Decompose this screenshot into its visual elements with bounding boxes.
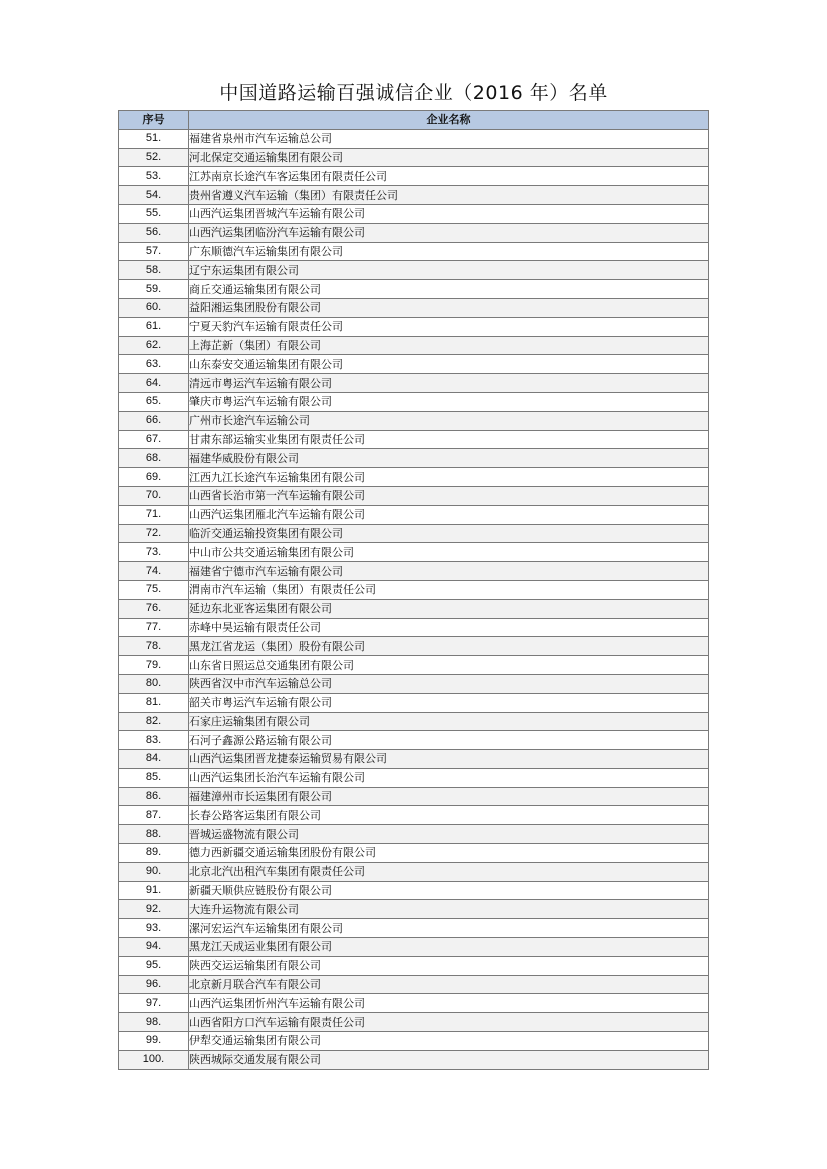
enterprise-name: 晋城运盛物流有限公司 [189, 825, 709, 844]
page-title: 中国道路运输百强诚信企业（2016 年）名单 [219, 82, 608, 104]
row-number: 83. [119, 731, 189, 750]
enterprise-name: 福建省宁德市汽车运输有限公司 [189, 562, 709, 581]
row-number: 88. [119, 825, 189, 844]
enterprise-name: 新疆天顺供应链股份有限公司 [189, 881, 709, 900]
enterprise-name: 陕西交运运输集团有限公司 [189, 956, 709, 975]
enterprise-name: 陕西城际交通发展有限公司 [189, 1050, 709, 1069]
column-header-name: 企业名称 [189, 111, 709, 130]
enterprise-name: 石河子鑫源公路运输有限公司 [189, 731, 709, 750]
row-number: 94. [119, 938, 189, 957]
row-number: 51. [119, 129, 189, 148]
table-row [119, 844, 709, 863]
enterprise-name: 贵州省遵义汽车运输（集团）有限责任公司 [189, 186, 709, 205]
table-row [119, 204, 709, 223]
table-row [119, 280, 709, 299]
row-number: 75. [119, 580, 189, 599]
table-row [119, 862, 709, 881]
table-row [119, 618, 709, 637]
enterprise-name: 北京新月联合汽车有限公司 [189, 975, 709, 994]
enterprise-name: 石家庄运输集团有限公司 [189, 712, 709, 731]
table-row [119, 129, 709, 148]
table-row [119, 656, 709, 675]
row-number: 53. [119, 167, 189, 186]
enterprise-name: 中山市公共交通运输集团有限公司 [189, 543, 709, 562]
row-number: 59. [119, 280, 189, 299]
row-number: 70. [119, 486, 189, 505]
table-row [119, 994, 709, 1013]
table-row [119, 186, 709, 205]
enterprise-name: 肇庆市粤运汽车运输有限公司 [189, 392, 709, 411]
enterprise-name: 黑龙江省龙运（集团）股份有限公司 [189, 637, 709, 656]
row-number: 89. [119, 844, 189, 863]
row-number: 71. [119, 505, 189, 524]
table-row [119, 505, 709, 524]
table-row [119, 938, 709, 957]
table-header-row [119, 111, 709, 130]
table-row [119, 1032, 709, 1051]
row-number: 90. [119, 862, 189, 881]
enterprise-name: 辽宁东运集团有限公司 [189, 261, 709, 280]
enterprise-name: 山西省阳方口汽车运输有限责任公司 [189, 1013, 709, 1032]
table-row [119, 599, 709, 618]
row-number: 73. [119, 543, 189, 562]
table-row [119, 317, 709, 336]
row-number: 63. [119, 355, 189, 374]
table-row [119, 637, 709, 656]
enterprise-name: 漯河宏运汽车运输集团有限公司 [189, 919, 709, 938]
table-row [119, 731, 709, 750]
table-row [119, 881, 709, 900]
row-number: 52. [119, 148, 189, 167]
row-number: 98. [119, 1013, 189, 1032]
enterprise-name: 山西省长治市第一汽车运输有限公司 [189, 486, 709, 505]
table-body [119, 129, 709, 1069]
enterprise-name: 山西汽运集团忻州汽车运输有限公司 [189, 994, 709, 1013]
row-number: 60. [119, 298, 189, 317]
enterprise-name: 陕西省汉中市汽车运输总公司 [189, 674, 709, 693]
row-number: 81. [119, 693, 189, 712]
table-row [119, 148, 709, 167]
row-number: 99. [119, 1032, 189, 1051]
table-row [119, 580, 709, 599]
enterprise-name: 广州市长途汽车运输公司 [189, 411, 709, 430]
table-row [119, 261, 709, 280]
table-row [119, 1050, 709, 1069]
table-row [119, 674, 709, 693]
enterprise-name: 商丘交通运输集团有限公司 [189, 280, 709, 299]
table-row [119, 975, 709, 994]
table-row [119, 392, 709, 411]
table-row [119, 787, 709, 806]
row-number: 96. [119, 975, 189, 994]
table-row [119, 919, 709, 938]
enterprise-name: 清远市粤运汽车运输有限公司 [189, 374, 709, 393]
enterprise-name: 延边东北亚客运集团有限公司 [189, 599, 709, 618]
row-number: 86. [119, 787, 189, 806]
enterprise-name: 伊犁交通运输集团有限公司 [189, 1032, 709, 1051]
table-row [119, 355, 709, 374]
enterprise-name: 福建漳州市长运集团有限公司 [189, 787, 709, 806]
enterprise-name: 河北保定交通运输集团有限公司 [189, 148, 709, 167]
enterprise-name: 山西汽运集团雁北汽车运输有限公司 [189, 505, 709, 524]
table-row [119, 449, 709, 468]
enterprise-name: 赤峰中昊运输有限责任公司 [189, 618, 709, 637]
column-header-number: 序号 [119, 111, 189, 130]
table-row [119, 242, 709, 261]
row-number: 67. [119, 430, 189, 449]
enterprise-name: 甘肃东部运输实业集团有限责任公司 [189, 430, 709, 449]
enterprise-name: 大连升运物流有限公司 [189, 900, 709, 919]
row-number: 93. [119, 919, 189, 938]
table-row [119, 223, 709, 242]
table-row [119, 900, 709, 919]
row-number: 78. [119, 637, 189, 656]
row-number: 74. [119, 562, 189, 581]
row-number: 62. [119, 336, 189, 355]
row-number: 84. [119, 750, 189, 769]
enterprise-name: 北京北汽出租汽车集团有限责任公司 [189, 862, 709, 881]
enterprise-name: 福建华威股份有限公司 [189, 449, 709, 468]
row-number: 91. [119, 881, 189, 900]
row-number: 85. [119, 768, 189, 787]
table-row [119, 693, 709, 712]
enterprise-name: 山西汽运集团长治汽车运输有限公司 [189, 768, 709, 787]
row-number: 92. [119, 900, 189, 919]
row-number: 57. [119, 242, 189, 261]
enterprise-name: 益阳湘运集团股份有限公司 [189, 298, 709, 317]
row-number: 79. [119, 656, 189, 675]
table-row [119, 524, 709, 543]
enterprise-name: 韶关市粤运汽车运输有限公司 [189, 693, 709, 712]
enterprise-name: 黑龙江天成运业集团有限公司 [189, 938, 709, 957]
row-number: 72. [119, 524, 189, 543]
row-number: 95. [119, 956, 189, 975]
row-number: 76. [119, 599, 189, 618]
table-row [119, 1013, 709, 1032]
table-row [119, 298, 709, 317]
enterprise-table [118, 110, 709, 1070]
row-number: 58. [119, 261, 189, 280]
enterprise-name: 上海芷新（集团）有限公司 [189, 336, 709, 355]
table-row [119, 430, 709, 449]
enterprise-name: 山东泰安交通运输集团有限公司 [189, 355, 709, 374]
table-row [119, 411, 709, 430]
enterprise-name: 江西九江长途汽车运输集团有限公司 [189, 468, 709, 487]
enterprise-name: 山西汽运集团晋龙捷泰运输贸易有限公司 [189, 750, 709, 769]
enterprise-name: 长春公路客运集团有限公司 [189, 806, 709, 825]
table-row [119, 167, 709, 186]
enterprise-name: 宁夏天豹汽车运输有限责任公司 [189, 317, 709, 336]
table-row [119, 768, 709, 787]
row-number: 55. [119, 204, 189, 223]
table-row [119, 806, 709, 825]
table-row [119, 750, 709, 769]
row-number: 69. [119, 468, 189, 487]
enterprise-name: 广东顺德汽车运输集团有限公司 [189, 242, 709, 261]
table-row [119, 468, 709, 487]
enterprise-name: 山东省日照运总交通集团有限公司 [189, 656, 709, 675]
enterprise-name: 山西汽运集团晋城汽车运输有限公司 [189, 204, 709, 223]
table-row [119, 825, 709, 844]
row-number: 100. [119, 1050, 189, 1069]
table-row [119, 543, 709, 562]
row-number: 82. [119, 712, 189, 731]
row-number: 97. [119, 994, 189, 1013]
enterprise-name: 临沂交通运输投资集团有限公司 [189, 524, 709, 543]
row-number: 80. [119, 674, 189, 693]
row-number: 77. [119, 618, 189, 637]
table-row [119, 336, 709, 355]
enterprise-name: 福建省泉州市汽车运输总公司 [189, 129, 709, 148]
row-number: 61. [119, 317, 189, 336]
enterprise-name: 江苏南京长途汽车客运集团有限责任公司 [189, 167, 709, 186]
row-number: 66. [119, 411, 189, 430]
table-row [119, 956, 709, 975]
enterprise-name: 渭南市汽车运输（集团）有限责任公司 [189, 580, 709, 599]
table-row [119, 562, 709, 581]
table-row [119, 374, 709, 393]
row-number: 64. [119, 374, 189, 393]
row-number: 56. [119, 223, 189, 242]
row-number: 65. [119, 392, 189, 411]
row-number: 87. [119, 806, 189, 825]
row-number: 54. [119, 186, 189, 205]
enterprise-name: 山西汽运集团临汾汽车运输有限公司 [189, 223, 709, 242]
table-row [119, 486, 709, 505]
row-number: 68. [119, 449, 189, 468]
enterprise-name: 德力西新疆交通运输集团股份有限公司 [189, 844, 709, 863]
table-row [119, 712, 709, 731]
